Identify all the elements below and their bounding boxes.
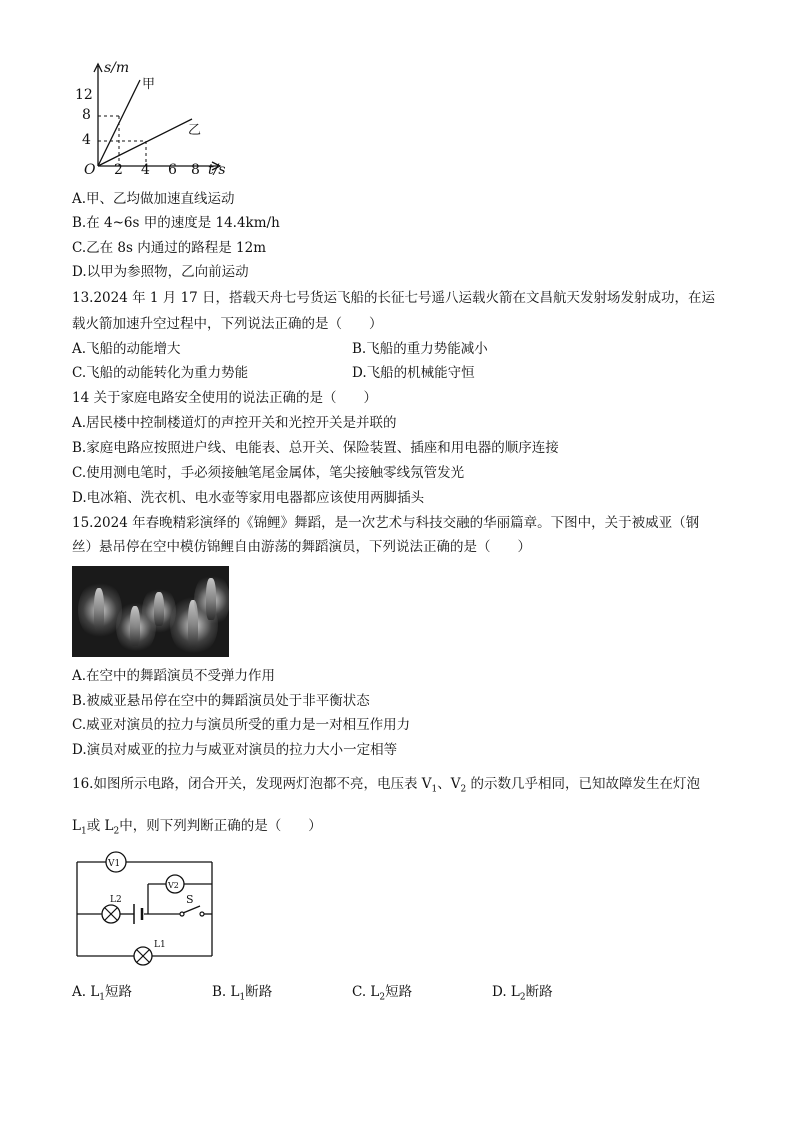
l2-label: L2 [110,895,122,905]
v1-label: V1 [108,859,121,869]
q12-option-b: B.在 4~6s 甲的速度是 14.4km/h [72,215,280,231]
l1-label: L1 [154,940,166,950]
q15-stem-line1: 15.2024 年春晚精彩演绎的《锦鲤》舞蹈，是一次艺术与科技交融的华丽篇章。下图中，关于被威亚（钢 [72,515,700,531]
y-tick-12: 12 [75,87,93,103]
y-tick-4: 4 [82,132,91,148]
q12-option-d: D.以甲为参照物，乙向前运动 [72,264,249,280]
q16-option-d: D. $L_2$断路 [492,984,553,1003]
q15-option-b: B.被威亚悬吊停在空中的舞蹈演员处于非平衡状态 [72,693,370,709]
q14-option-a: A.居民楼中控制楼道灯的声控开关和光控开关是并联的 [72,415,397,431]
q16-stem-line1: 16.如图所示电路，闭合开关，发现两灯泡都不亮，电压表 $V_1$、$V_2$ 的示数几乎相同，已知故障发生在灯泡 [72,776,701,795]
x-tick-6: 6 [168,162,177,178]
switch-contact-right [200,912,204,916]
y-tick-8: 8 [82,107,91,123]
q12-option-a: A.甲、乙均做加速直线运动 [72,191,235,207]
q14-option-c: C.使用测电笔时，手必须接触笔尾金属体，笔尖接触零线氖管发光 [72,465,465,481]
dance-photo [72,566,229,657]
q16-option-b: B. $L_1$断路 [212,984,273,1003]
q14-option-b: B.家庭电路应按照进户线、电能表、总开关、保险装置、插座和用电器的顺序连接 [72,440,559,456]
q15-option-c: C.威亚对演员的拉力与演员所受的重力是一对相互作用力 [72,717,411,733]
s-t-graph [70,58,240,183]
y-axis-label: s/m [104,60,130,76]
x-axis-label: t/s [208,162,226,178]
circuit-diagram [72,846,222,976]
origin-label: O [84,162,96,178]
q16-option-c: C. $L_2$短路 [352,984,413,1003]
series-label-jia: 甲 [142,77,156,92]
q12-option-c: C.乙在 8s 内通过的路程是 12m [72,240,267,256]
x-tick-4: 4 [141,162,150,178]
q13-stem-line2: 载火箭加速升空过程中，下列说法正确的是（ ） [72,316,383,332]
q13-option-b: B.飞船的重力势能减小 [352,341,488,357]
q15-option-d: D.演员对威亚的拉力与威亚对演员的拉力大小一定相等 [72,742,398,758]
q15-stem-line2: 丝）悬吊停在空中模仿锦鲤自由游荡的舞蹈演员，下列说法正确的是（ ） [72,539,531,555]
q16-stem-line2: $L_1$或 $L_2$中，则下列判断正确的是（ ） [72,818,322,837]
q13-option-c: C.飞船的动能转化为重力势能 [72,365,249,381]
v2-label: V2 [168,881,179,890]
q15-option-a: A.在空中的舞蹈演员不受弹力作用 [72,668,276,684]
s-label: S [186,893,194,906]
q13-option-a: A.飞船的动能增大 [72,341,181,357]
q14-option-d: D.电冰箱、洗衣机、电水壶等家用电器都应该使用两脚插头 [72,490,425,506]
q13-option-d: D.飞船的机械能守恒 [352,365,475,381]
series-line-yi [98,119,192,166]
q14-stem: 14 关于家庭电路安全使用的说法正确的是（ ） [72,390,377,406]
switch-blade [183,906,200,913]
q13-stem-line1: 13.2024 年 1 月 17 日，搭载天舟七号货运飞船的长征七号遥八运载火箭在文昌航天发射场发射成功，在运 [72,290,716,306]
x-tick-8: 8 [191,162,200,178]
series-label-yi: 乙 [188,123,202,138]
x-tick-2: 2 [114,162,123,178]
q16-option-a: A. $L_1$短路 [72,984,133,1003]
